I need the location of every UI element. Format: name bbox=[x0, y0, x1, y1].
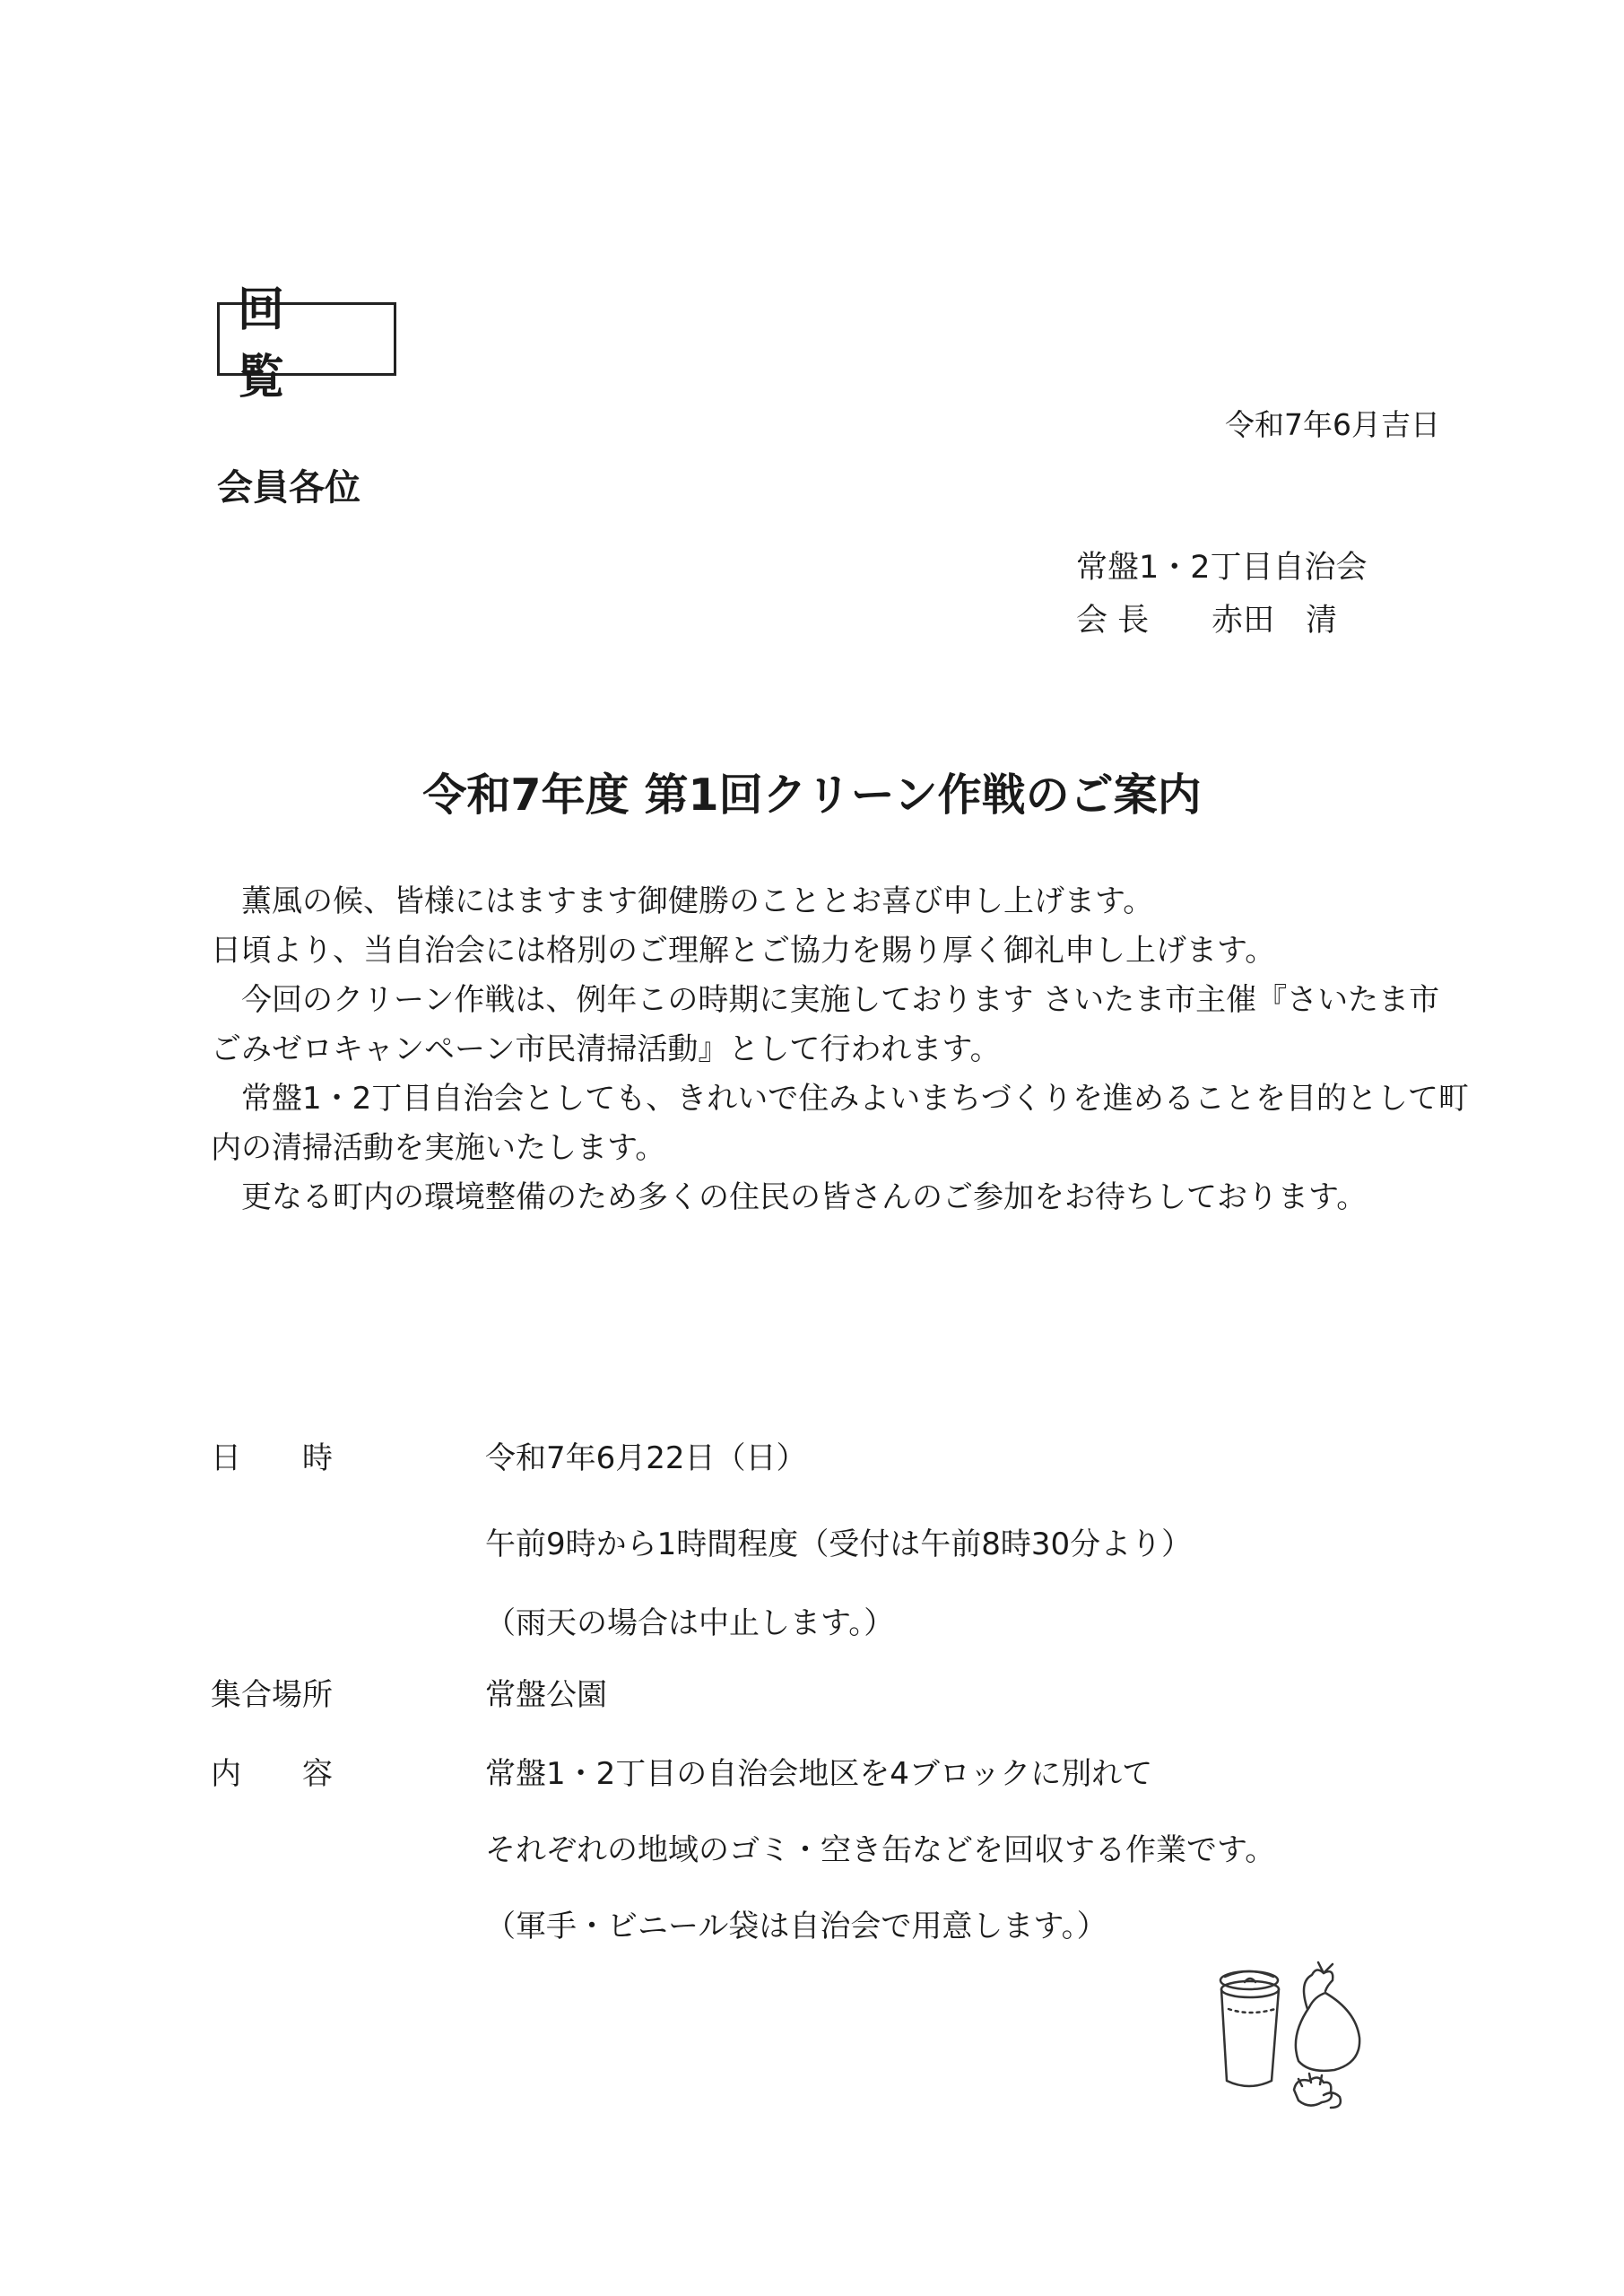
sender-organization: 常盤1・2丁目自治会 bbox=[1076, 550, 1368, 586]
trash-can-bag-gloves-icon bbox=[1209, 1955, 1388, 2117]
body-paragraph: ごみゼロキャンペーン市民清掃活動』として行われます。 bbox=[211, 1031, 1001, 1067]
issue-date: 令和7年6月吉日 bbox=[1225, 407, 1440, 442]
place-value: 常盤公園 bbox=[485, 1677, 607, 1713]
datetime-time: 午前9時から1時間程度（受付は午前8時30分より） bbox=[485, 1526, 1193, 1562]
datetime-date: 令和7年6月22日（日） bbox=[485, 1440, 807, 1476]
place-label: 集合場所 bbox=[211, 1677, 333, 1713]
body-paragraph: 更なる町内の環境整備のため多くの住民の皆さんのご参加をお待ちしております。 bbox=[211, 1179, 1368, 1215]
body-paragraph: 薫風の候、皆様にはますます御健勝のこととお喜び申し上げます。 bbox=[211, 883, 1154, 919]
circulation-stamp bbox=[217, 283, 396, 404]
circulation-stamp-label: 回 覧 bbox=[238, 283, 321, 404]
notice-title: 令和7年度 第1回クリーン作戦のご案内 bbox=[422, 770, 1202, 821]
sender-title: 会 長 赤田 清 bbox=[1076, 603, 1338, 639]
body-paragraph: 常盤1・2丁目自治会としても、きれいで住みよいまちづくりを進めることを目的として町 bbox=[211, 1081, 1469, 1117]
content-line: それぞれの地域のゴミ・空き缶などを回収する作業です。 bbox=[485, 1832, 1276, 1868]
datetime-rain-note: （雨天の場合は中止します。） bbox=[485, 1605, 895, 1641]
notice-body bbox=[211, 877, 1469, 1222]
body-paragraph: 内の清掃活動を実施いたします。 bbox=[211, 1130, 666, 1166]
sender-block bbox=[1076, 542, 1368, 648]
datetime-label: 日 時 bbox=[211, 1440, 333, 1476]
content-label: 内 容 bbox=[211, 1756, 333, 1792]
content-line: 常盤1・2丁目の自治会地区を4ブロックに別れて bbox=[485, 1756, 1153, 1792]
body-paragraph: 日頃より、当自治会には格別のご理解とご協力を賜り厚く御礼申し上げます。 bbox=[211, 933, 1276, 969]
body-paragraph: 今回のクリーン作戦は、例年この時期に実施しております さいたま市主催『さいたま市 bbox=[211, 982, 1440, 1018]
addressee: 会員各位 bbox=[217, 467, 360, 509]
content-line: （軍手・ビニール袋は自治会で用意します。） bbox=[485, 1909, 1107, 1944]
